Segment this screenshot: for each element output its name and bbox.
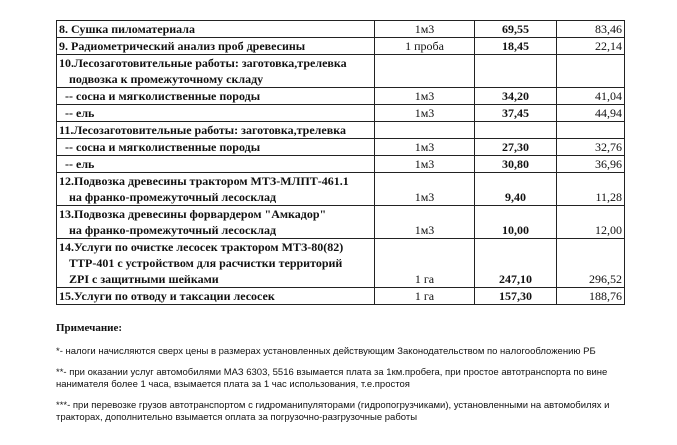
price-table (56, 20, 625, 305)
price-with-vat: 41,04 (557, 88, 625, 105)
price-with-vat (557, 173, 625, 190)
table-row (57, 21, 625, 38)
unit: 1 проба (375, 38, 475, 55)
price-with-vat: 36,96 (557, 156, 625, 173)
price-with-vat (557, 122, 625, 139)
service-name: -- сосна и мягколиственные породы (57, 139, 375, 156)
table-row (57, 206, 625, 223)
price-with-vat: 83,46 (557, 21, 625, 38)
table-row (57, 288, 625, 305)
unit: 1м3 (375, 189, 475, 206)
unit: 1м3 (375, 105, 475, 122)
table-row (57, 55, 625, 72)
price (475, 239, 557, 256)
price-with-vat: 32,76 (557, 139, 625, 156)
unit (375, 206, 475, 223)
price-with-vat: 44,94 (557, 105, 625, 122)
price-with-vat: 22,14 (557, 38, 625, 55)
price-with-vat: 296,52 (557, 271, 625, 288)
unit: 1м3 (375, 222, 475, 239)
price: 9,40 (475, 189, 557, 206)
service-name: 9. Радиометрический анализ проб древесины (57, 38, 375, 55)
price: 18,45 (475, 38, 557, 55)
unit: 1м3 (375, 88, 475, 105)
price-with-vat: 12,00 (557, 222, 625, 239)
price: 69,55 (475, 21, 557, 38)
price-with-vat (557, 71, 625, 88)
price-with-vat (557, 55, 625, 72)
notes-title: Примечание: (56, 322, 123, 334)
note-trucks: **- при оказании услуг автомобилями МАЗ 6303, 5516 взымается плата за 1км.пробега, при простое автотранспорта по вине нанимателя более 1 часа, взымается плата за 1 час использования, т.е.простоя (56, 367, 608, 390)
price-with-vat: 11,28 (557, 189, 625, 206)
service-name: ТТР-401 с устройством для расчистки территорий (57, 255, 375, 271)
price: 34,20 (475, 88, 557, 105)
table-row (57, 239, 625, 256)
note-taxes: *- налоги начисляются сверх цены в размерах установленных действующим Законодательством по налогообложению РБ (56, 346, 596, 357)
price (475, 55, 557, 72)
price: 247,10 (475, 271, 557, 288)
unit (375, 71, 475, 88)
service-name: на франко-промежуточный лесосклад (57, 222, 375, 239)
service-name: -- сосна и мягколиственные породы (57, 88, 375, 105)
table-row (57, 88, 625, 105)
price (475, 71, 557, 88)
unit: 1м3 (375, 21, 475, 38)
unit: 1 га (375, 271, 475, 288)
table-row (57, 271, 625, 288)
price-with-vat: 188,76 (557, 288, 625, 305)
price: 157,30 (475, 288, 557, 305)
service-name: 8. Сушка пиломатериала (57, 21, 375, 38)
unit: 1м3 (375, 139, 475, 156)
service-name: 10.Лесозаготовительные работы: заготовка,трелевка (57, 55, 375, 72)
service-name: 13.Подвозка древесины форвардером "Амкадор" (57, 206, 375, 223)
service-name: -- ель (57, 156, 375, 173)
price-with-vat (557, 239, 625, 256)
price: 10,00 (475, 222, 557, 239)
unit (375, 122, 475, 139)
notes-section (56, 322, 636, 433)
note-cranes: ***- при перевозке грузов автотранспортом с гидроманипуляторами (гидропогрузчиками), установленными на автомобилях и тракторах, дополнительно взымается оплата за погрузочно-разгрузочные работы (56, 400, 610, 423)
table-row (57, 189, 625, 206)
table-row (57, 156, 625, 173)
price: 27,30 (475, 139, 557, 156)
unit (375, 55, 475, 72)
price-with-vat (557, 255, 625, 271)
unit (375, 173, 475, 190)
service-name: -- ель (57, 105, 375, 122)
table-row (57, 38, 625, 55)
price (475, 122, 557, 139)
table-row (57, 105, 625, 122)
price (475, 206, 557, 223)
price (475, 173, 557, 190)
table-row (57, 173, 625, 190)
table-row (57, 71, 625, 88)
table-row (57, 255, 625, 271)
price: 30,80 (475, 156, 557, 173)
service-name: 11.Лесозаготовительные работы: заготовка,трелевка (57, 122, 375, 139)
service-name: подвозка к промежуточному складу (57, 71, 375, 88)
unit (375, 255, 475, 271)
table-row (57, 139, 625, 156)
price (475, 255, 557, 271)
table-row (57, 122, 625, 139)
unit (375, 239, 475, 256)
price-with-vat (557, 206, 625, 223)
service-name: 14.Услуги по очистке лесосек трактором МТЗ-80(82) (57, 239, 375, 256)
price: 37,45 (475, 105, 557, 122)
table-row (57, 222, 625, 239)
unit: 1м3 (375, 156, 475, 173)
service-name: ZPI с защитными шейками (57, 271, 375, 288)
service-name: 15.Услуги по отводу и таксации лесосек (57, 288, 375, 305)
unit: 1 га (375, 288, 475, 305)
service-name: на франко-промежуточный лесосклад (57, 189, 375, 206)
service-name: 12.Подвозка древесины трактором МТЗ-МЛПТ-461.1 (57, 173, 375, 190)
